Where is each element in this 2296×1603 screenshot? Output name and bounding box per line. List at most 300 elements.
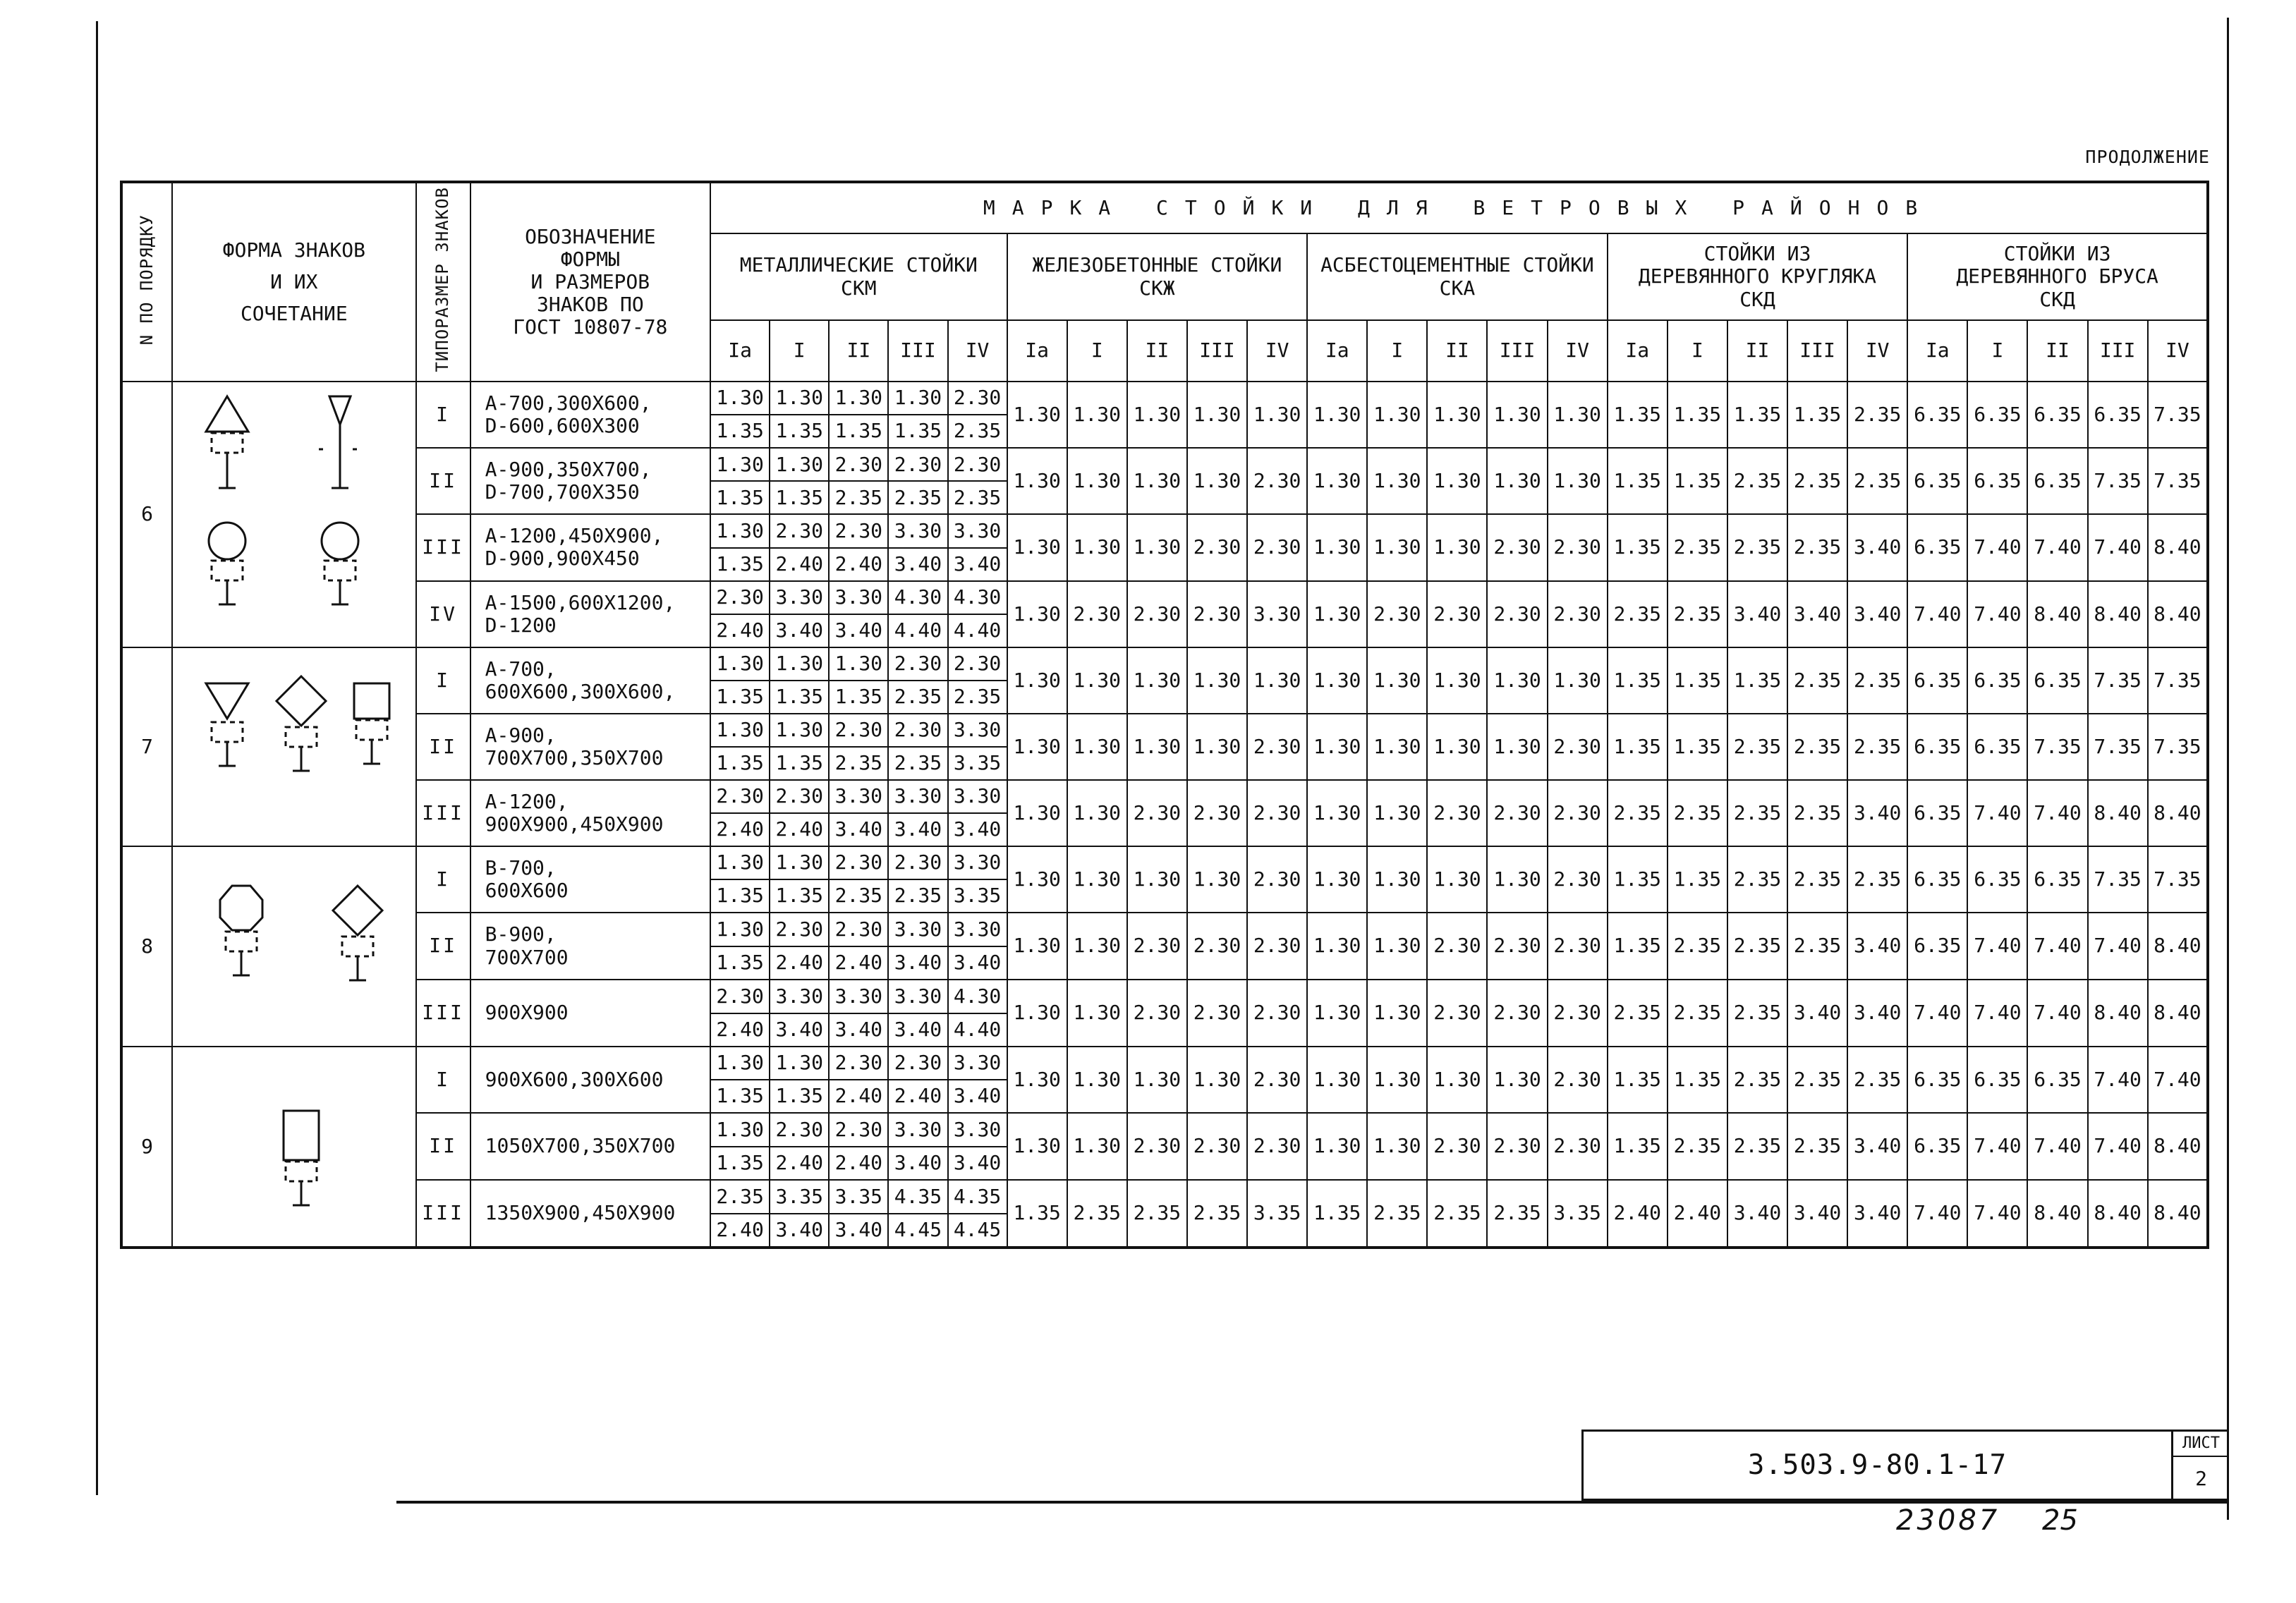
designation-header bbox=[470, 182, 710, 382]
skd1-value: 2.35 bbox=[1847, 647, 1907, 714]
skd1-value: 2.35 bbox=[1727, 780, 1787, 846]
skzh-value: 1.30 bbox=[1067, 980, 1127, 1047]
skd2-value: 6.35 bbox=[1907, 1047, 1967, 1113]
skm-value-bottom: 2.40 bbox=[770, 946, 829, 980]
skd1-value: 1.35 bbox=[1668, 647, 1727, 714]
size-header bbox=[416, 182, 470, 382]
size-type: II bbox=[416, 714, 470, 780]
skzh-value: 2.30 bbox=[1127, 1113, 1187, 1180]
group-header-line: ЖЕЛЕЗОБЕТОННЫЕ СТОЙКИ bbox=[1032, 253, 1282, 277]
size-header-text: ТИПОРАЗМЕР ЗНАКОВ bbox=[432, 187, 453, 372]
designation-cell bbox=[470, 846, 710, 913]
skm-value-bottom: 1.35 bbox=[710, 415, 770, 448]
skd1-value: 2.35 bbox=[1787, 714, 1847, 780]
skm-value-top: 1.30 bbox=[770, 714, 829, 747]
skm-value-top: 1.30 bbox=[710, 913, 770, 946]
designation-line: А-700, bbox=[485, 657, 557, 681]
sheet-label: ЛИСТ bbox=[2173, 1432, 2229, 1457]
skd1-value: 2.35 bbox=[1727, 846, 1787, 913]
ska-value: 2.30 bbox=[1548, 1047, 1608, 1113]
sheet-cell bbox=[2171, 1432, 2229, 1503]
skd1-value: 2.35 bbox=[1787, 448, 1847, 514]
skm-value-top: 2.30 bbox=[829, 1047, 888, 1080]
skm-value-bottom: 1.35 bbox=[770, 481, 829, 514]
skm-value-bottom: 3.40 bbox=[948, 1080, 1007, 1113]
skd2-value: 6.35 bbox=[1967, 382, 2027, 448]
skd2-value: 8.40 bbox=[2148, 980, 2208, 1047]
table-row bbox=[121, 514, 2208, 547]
skzh-value: 1.30 bbox=[1187, 382, 1247, 448]
region-header: II bbox=[1727, 320, 1787, 382]
table-row bbox=[121, 780, 2208, 813]
size-type: II bbox=[416, 448, 470, 514]
skd2-value: 7.35 bbox=[2027, 714, 2087, 780]
designation-cell bbox=[470, 514, 710, 580]
skm-value-bottom: 3.40 bbox=[888, 946, 947, 980]
skzh-value: 1.30 bbox=[1247, 382, 1307, 448]
skm-value-bottom: 3.40 bbox=[829, 614, 888, 647]
skd2-value: 7.35 bbox=[2148, 647, 2208, 714]
ska-value: 2.30 bbox=[1427, 1113, 1487, 1180]
skd2-value: 7.35 bbox=[2148, 448, 2208, 514]
skd2-value: 7.40 bbox=[2027, 1113, 2087, 1180]
skzh-value: 1.30 bbox=[1187, 448, 1247, 514]
skm-value-top: 1.30 bbox=[710, 647, 770, 681]
skzh-value: 1.30 bbox=[1007, 846, 1067, 913]
skd2-value: 8.40 bbox=[2148, 581, 2208, 647]
skd2-value: 8.40 bbox=[2148, 1180, 2208, 1248]
skd2-value: 7.40 bbox=[1967, 1113, 2027, 1180]
skm-value-bottom: 2.35 bbox=[829, 481, 888, 514]
skm-value-bottom: 1.35 bbox=[710, 681, 770, 714]
table-row bbox=[121, 1047, 2208, 1080]
shape-header-line: ФОРМА ЗНАКОВ bbox=[222, 238, 365, 262]
frame-right-border bbox=[2227, 18, 2229, 1520]
skm-value-top: 3.30 bbox=[770, 581, 829, 614]
skm-value-top: 2.30 bbox=[770, 780, 829, 813]
skm-value-bottom: 2.40 bbox=[710, 813, 770, 846]
sign-shapes-drawing bbox=[178, 1047, 411, 1246]
skzh-value: 1.30 bbox=[1007, 1113, 1067, 1180]
designation-header-line: И РАЗМЕРОВ bbox=[530, 269, 650, 293]
skm-value-bottom: 3.40 bbox=[888, 813, 947, 846]
skm-value-bottom: 1.35 bbox=[710, 747, 770, 780]
skm-value-bottom: 4.45 bbox=[888, 1214, 947, 1248]
designation-cell bbox=[470, 913, 710, 980]
continuation-label: ПРОДОЛЖЕНИЕ bbox=[2085, 147, 2210, 167]
ska-value: 1.30 bbox=[1307, 448, 1367, 514]
skzh-value: 2.30 bbox=[1187, 980, 1247, 1047]
skd2-value: 7.40 bbox=[2088, 913, 2148, 980]
skd2-value: 7.35 bbox=[2148, 846, 2208, 913]
region-header: III bbox=[1487, 320, 1547, 382]
skm-value-top: 1.30 bbox=[710, 514, 770, 547]
skzh-value: 1.30 bbox=[1067, 846, 1127, 913]
skd1-value: 3.40 bbox=[1787, 1180, 1847, 1248]
skd2-value: 8.40 bbox=[2148, 913, 2208, 980]
frame-left-border bbox=[96, 21, 98, 1495]
skzh-value: 2.30 bbox=[1187, 514, 1247, 580]
skm-value-top: 3.30 bbox=[948, 714, 1007, 747]
skd2-value: 6.35 bbox=[1967, 846, 2027, 913]
skzh-value: 2.35 bbox=[1067, 1180, 1127, 1248]
skd1-value: 2.40 bbox=[1608, 1180, 1668, 1248]
ska-value: 1.30 bbox=[1548, 448, 1608, 514]
skm-value-bottom: 3.40 bbox=[888, 548, 947, 581]
skm-value-top: 2.30 bbox=[888, 647, 947, 681]
size-type: I bbox=[416, 1047, 470, 1113]
skd1-value: 3.40 bbox=[1847, 514, 1907, 580]
skm-value-top: 1.30 bbox=[710, 382, 770, 415]
ska-value: 1.30 bbox=[1367, 980, 1427, 1047]
ska-value: 1.30 bbox=[1307, 647, 1367, 714]
ska-value: 1.30 bbox=[1367, 846, 1427, 913]
skd1-value: 1.35 bbox=[1668, 846, 1727, 913]
skd1-value: 2.35 bbox=[1727, 514, 1787, 580]
shape-header-line: И ИХ bbox=[270, 269, 318, 293]
skm-value-top: 1.30 bbox=[829, 647, 888, 681]
ska-value: 1.30 bbox=[1427, 1047, 1487, 1113]
skd2-value: 7.35 bbox=[2148, 714, 2208, 780]
skm-value-top: 2.30 bbox=[829, 448, 888, 481]
region-header: II bbox=[1427, 320, 1487, 382]
ska-value: 1.30 bbox=[1307, 913, 1367, 980]
skd1-value: 2.35 bbox=[1727, 1047, 1787, 1113]
skm-value-top: 1.30 bbox=[770, 1047, 829, 1080]
skd1-value: 1.35 bbox=[1727, 647, 1787, 714]
skzh-value: 1.30 bbox=[1067, 448, 1127, 514]
skzh-value: 2.30 bbox=[1247, 846, 1307, 913]
group-header-line: СКМ bbox=[841, 276, 877, 300]
ska-value: 2.30 bbox=[1548, 913, 1608, 980]
ska-value: 1.30 bbox=[1487, 714, 1547, 780]
region-header: III bbox=[888, 320, 947, 382]
skd1-value: 1.35 bbox=[1608, 448, 1668, 514]
skm-value-bottom: 1.35 bbox=[888, 415, 947, 448]
skd2-value: 6.35 bbox=[1907, 448, 1967, 514]
table-row bbox=[121, 980, 2208, 1013]
table-row bbox=[121, 448, 2208, 481]
designation-header-line: ОБОЗНАЧЕНИЕ bbox=[525, 224, 656, 248]
region-header: II bbox=[2027, 320, 2087, 382]
skm-value-bottom: 1.35 bbox=[770, 1080, 829, 1113]
skzh-value: 2.35 bbox=[1187, 1180, 1247, 1248]
designation-header-line: ГОСТ 10807-78 bbox=[513, 315, 668, 339]
ska-value: 1.30 bbox=[1548, 647, 1608, 714]
designation-cell bbox=[470, 980, 710, 1047]
designation-cell bbox=[470, 448, 710, 514]
skm-value-bottom: 1.35 bbox=[770, 879, 829, 913]
skm-value-top: 1.30 bbox=[710, 1113, 770, 1147]
skd1-value: 2.35 bbox=[1847, 448, 1907, 514]
ska-value: 2.30 bbox=[1548, 780, 1608, 846]
sign-shapes-drawing bbox=[178, 382, 411, 647]
ska-value: 2.30 bbox=[1487, 514, 1547, 580]
skd1-value: 2.35 bbox=[1847, 382, 1907, 448]
region-header: II bbox=[829, 320, 888, 382]
skm-value-top: 3.30 bbox=[888, 913, 947, 946]
size-type: II bbox=[416, 1113, 470, 1180]
group-header-line: СКД bbox=[1739, 287, 1775, 311]
skm-value-top: 4.30 bbox=[948, 980, 1007, 1013]
skm-value-top: 4.30 bbox=[948, 581, 1007, 614]
skm-value-top: 3.30 bbox=[948, 1113, 1007, 1147]
skm-value-bottom: 3.40 bbox=[888, 1147, 947, 1180]
skd2-value: 7.40 bbox=[1967, 514, 2027, 580]
skd1-value: 1.35 bbox=[1668, 382, 1727, 448]
ska-value: 2.30 bbox=[1548, 846, 1608, 913]
group-header-4 bbox=[1907, 233, 2208, 320]
skd1-value: 2.35 bbox=[1668, 913, 1727, 980]
skm-value-bottom: 3.40 bbox=[948, 946, 1007, 980]
skm-value-top: 3.30 bbox=[948, 846, 1007, 879]
ska-value: 1.30 bbox=[1487, 846, 1547, 913]
mark-header: МАРКА СТОЙКИ ДЛЯ ВЕТРОВЫХ РАЙОНОВ bbox=[710, 182, 2208, 233]
skm-value-bottom: 2.40 bbox=[710, 1013, 770, 1047]
group-header-line: ДЕРЕВЯННОГО КРУГЛЯКА bbox=[1638, 264, 1877, 288]
skm-value-bottom: 2.35 bbox=[948, 481, 1007, 514]
size-type: III bbox=[416, 514, 470, 580]
region-header: IV bbox=[1247, 320, 1307, 382]
skm-value-top: 2.30 bbox=[770, 514, 829, 547]
ska-value: 1.30 bbox=[1487, 382, 1547, 448]
skm-value-bottom: 2.35 bbox=[888, 747, 947, 780]
sign-shapes-cell bbox=[172, 1047, 415, 1248]
skzh-value: 2.30 bbox=[1247, 980, 1307, 1047]
designation-cell bbox=[470, 1047, 710, 1113]
skzh-value: 1.30 bbox=[1127, 714, 1187, 780]
ska-value: 1.30 bbox=[1427, 714, 1487, 780]
skm-value-top: 2.30 bbox=[948, 448, 1007, 481]
skd1-value: 3.40 bbox=[1847, 581, 1907, 647]
sign-shapes-cell bbox=[172, 382, 415, 647]
region-header: II bbox=[1127, 320, 1187, 382]
skd2-value: 8.40 bbox=[2088, 980, 2148, 1047]
designation-line: 700Х700,350Х700 bbox=[485, 746, 664, 769]
skd2-value: 7.40 bbox=[1967, 1180, 2027, 1248]
skd2-value: 7.40 bbox=[1967, 780, 2027, 846]
skzh-value: 1.30 bbox=[1007, 913, 1067, 980]
designation-line: 600Х600,300Х600, bbox=[485, 680, 676, 703]
skzh-value: 1.30 bbox=[1067, 647, 1127, 714]
designation-header-line: ЗНАКОВ ПО bbox=[536, 293, 644, 317]
skm-value-top: 3.35 bbox=[829, 1180, 888, 1214]
skm-value-top: 2.30 bbox=[948, 382, 1007, 415]
skzh-value: 1.30 bbox=[1067, 1113, 1127, 1180]
skd2-value: 8.40 bbox=[2027, 581, 2087, 647]
skm-value-bottom: 2.40 bbox=[770, 1147, 829, 1180]
skd1-value: 3.40 bbox=[1847, 980, 1907, 1047]
skd1-value: 2.35 bbox=[1787, 1047, 1847, 1113]
region-header: Iа bbox=[1007, 320, 1067, 382]
designation-line: А-900, bbox=[485, 723, 557, 747]
skd1-value: 1.35 bbox=[1608, 647, 1668, 714]
designation-line: В-900, bbox=[485, 922, 557, 946]
skd1-value: 2.35 bbox=[1668, 581, 1727, 647]
skm-value-top: 1.30 bbox=[710, 846, 770, 879]
skd2-value: 6.35 bbox=[1907, 846, 1967, 913]
ska-value: 1.30 bbox=[1548, 382, 1608, 448]
skzh-value: 1.35 bbox=[1007, 1180, 1067, 1248]
skd1-value: 2.35 bbox=[1847, 1047, 1907, 1113]
ska-value: 2.35 bbox=[1427, 1180, 1487, 1248]
designation-line: 900Х600,300Х600 bbox=[485, 1067, 664, 1091]
skm-value-top: 3.30 bbox=[829, 780, 888, 813]
skd2-value: 8.40 bbox=[2088, 780, 2148, 846]
skd1-value: 1.35 bbox=[1608, 514, 1668, 580]
skm-value-bottom: 2.40 bbox=[770, 548, 829, 581]
skzh-value: 1.30 bbox=[1067, 382, 1127, 448]
ska-value: 1.30 bbox=[1367, 913, 1427, 980]
skm-value-top: 2.30 bbox=[948, 647, 1007, 681]
skm-value-top: 4.35 bbox=[888, 1180, 947, 1214]
group-header-line: СКА bbox=[1439, 276, 1476, 300]
ska-value: 2.30 bbox=[1548, 514, 1608, 580]
skm-value-bottom: 4.40 bbox=[948, 614, 1007, 647]
skzh-value: 2.30 bbox=[1187, 780, 1247, 846]
group-header-line: СТОЙКИ ИЗ bbox=[2003, 242, 2111, 266]
ska-value: 2.35 bbox=[1367, 1180, 1427, 1248]
skzh-value: 1.30 bbox=[1007, 514, 1067, 580]
skm-value-top: 1.30 bbox=[888, 382, 947, 415]
row-order-number: 6 bbox=[121, 382, 172, 647]
skm-value-bottom: 3.40 bbox=[829, 1214, 888, 1248]
skm-value-bottom: 1.35 bbox=[770, 747, 829, 780]
skd1-value: 2.35 bbox=[1727, 980, 1787, 1047]
skd2-value: 6.35 bbox=[1967, 1047, 2027, 1113]
skzh-value: 2.30 bbox=[1187, 1113, 1247, 1180]
skzh-value: 2.30 bbox=[1127, 913, 1187, 980]
sign-shapes-drawing bbox=[178, 847, 411, 1046]
skm-value-top: 3.30 bbox=[888, 514, 947, 547]
ska-value: 3.35 bbox=[1548, 1180, 1608, 1248]
row-order-number: 9 bbox=[121, 1047, 172, 1248]
skm-value-top: 3.30 bbox=[948, 1047, 1007, 1080]
region-header: I bbox=[1668, 320, 1727, 382]
skm-value-top: 2.30 bbox=[888, 448, 947, 481]
skzh-value: 1.30 bbox=[1067, 1047, 1127, 1113]
skd2-value: 6.35 bbox=[1907, 514, 1967, 580]
skd1-value: 3.40 bbox=[1787, 581, 1847, 647]
skd1-value: 2.35 bbox=[1727, 448, 1787, 514]
ska-value: 2.30 bbox=[1427, 980, 1487, 1047]
skm-value-top: 2.30 bbox=[829, 1113, 888, 1147]
skd2-value: 6.35 bbox=[1907, 780, 1967, 846]
skd2-value: 6.35 bbox=[1907, 913, 1967, 980]
group-header-2 bbox=[1307, 233, 1608, 320]
size-type: IV bbox=[416, 581, 470, 647]
skm-value-bottom: 3.40 bbox=[770, 1214, 829, 1248]
skm-value-top: 3.30 bbox=[948, 780, 1007, 813]
skm-value-top: 1.30 bbox=[770, 647, 829, 681]
skm-value-bottom: 2.35 bbox=[948, 681, 1007, 714]
skm-value-bottom: 4.40 bbox=[948, 1013, 1007, 1047]
sign-shapes-drawing bbox=[178, 648, 411, 846]
inventory-suffix: 25 bbox=[2042, 1504, 2078, 1537]
skzh-value: 2.30 bbox=[1247, 780, 1307, 846]
region-header: IV bbox=[2148, 320, 2208, 382]
skm-value-bottom: 1.35 bbox=[829, 415, 888, 448]
order-number-header bbox=[121, 182, 172, 382]
skd1-value: 1.35 bbox=[1787, 382, 1847, 448]
skd2-value: 6.35 bbox=[2027, 1047, 2087, 1113]
group-header-line: СКЖ bbox=[1139, 276, 1175, 300]
skzh-value: 1.30 bbox=[1007, 647, 1067, 714]
skd2-value: 7.40 bbox=[2088, 1047, 2148, 1113]
size-type: I bbox=[416, 846, 470, 913]
skd2-value: 6.35 bbox=[2027, 448, 2087, 514]
skd2-value: 7.40 bbox=[2148, 1047, 2208, 1113]
designation-line: В-700, bbox=[485, 855, 557, 879]
skzh-value: 1.30 bbox=[1007, 448, 1067, 514]
skd1-value: 2.35 bbox=[1668, 780, 1727, 846]
skd1-value: 1.35 bbox=[1668, 1047, 1727, 1113]
ska-value: 1.30 bbox=[1307, 1047, 1367, 1113]
frame-bottom-line bbox=[396, 1501, 2229, 1504]
inventory-number: 23087 bbox=[1896, 1504, 2000, 1537]
title-block bbox=[1581, 1430, 2229, 1501]
skd2-value: 7.35 bbox=[2088, 846, 2148, 913]
skm-value-bottom: 3.40 bbox=[888, 1013, 947, 1047]
ska-value: 1.30 bbox=[1487, 1047, 1547, 1113]
skm-value-bottom: 4.45 bbox=[948, 1214, 1007, 1248]
ska-value: 2.30 bbox=[1427, 581, 1487, 647]
sign-shapes-cell bbox=[172, 647, 415, 846]
skd1-value: 1.35 bbox=[1608, 846, 1668, 913]
skzh-value: 1.30 bbox=[1007, 382, 1067, 448]
skd2-value: 8.40 bbox=[2148, 780, 2208, 846]
table-row bbox=[121, 913, 2208, 946]
region-header: Iа bbox=[1307, 320, 1367, 382]
designation-cell bbox=[470, 581, 710, 647]
skd1-value: 2.35 bbox=[1668, 1113, 1727, 1180]
skm-value-top: 1.30 bbox=[829, 382, 888, 415]
skm-value-bottom: 3.40 bbox=[829, 1013, 888, 1047]
skzh-value: 3.35 bbox=[1247, 1180, 1307, 1248]
skm-value-bottom: 3.40 bbox=[948, 1147, 1007, 1180]
designation-line: А-1200, bbox=[485, 789, 569, 813]
skd2-value: 7.40 bbox=[2088, 514, 2148, 580]
skd1-value: 2.35 bbox=[1787, 514, 1847, 580]
skd1-value: 1.35 bbox=[1608, 714, 1668, 780]
skm-value-bottom: 1.35 bbox=[770, 415, 829, 448]
skm-value-top: 3.30 bbox=[770, 980, 829, 1013]
skm-value-bottom: 2.35 bbox=[829, 879, 888, 913]
skm-value-top: 3.30 bbox=[948, 913, 1007, 946]
skm-value-top: 2.30 bbox=[888, 1047, 947, 1080]
skm-value-top: 3.35 bbox=[770, 1180, 829, 1214]
ska-value: 1.30 bbox=[1307, 980, 1367, 1047]
designation-line: А-1200,450Х900, bbox=[485, 524, 664, 548]
skm-value-bottom: 1.35 bbox=[770, 681, 829, 714]
skd2-value: 7.40 bbox=[2027, 514, 2087, 580]
skm-value-bottom: 1.35 bbox=[710, 1080, 770, 1113]
skd1-value: 3.40 bbox=[1787, 980, 1847, 1047]
skd1-value: 1.35 bbox=[1608, 382, 1668, 448]
skzh-value: 1.30 bbox=[1067, 714, 1127, 780]
skm-value-top: 2.30 bbox=[710, 980, 770, 1013]
designation-cell bbox=[470, 714, 710, 780]
skm-value-top: 3.30 bbox=[888, 980, 947, 1013]
skd2-value: 6.35 bbox=[1967, 714, 2027, 780]
table-row bbox=[121, 647, 2208, 681]
skm-value-top: 1.30 bbox=[770, 448, 829, 481]
skd2-value: 7.35 bbox=[2088, 714, 2148, 780]
skzh-value: 1.30 bbox=[1007, 1047, 1067, 1113]
ska-value: 1.30 bbox=[1307, 846, 1367, 913]
skzh-value: 1.30 bbox=[1067, 913, 1127, 980]
designation-line: 1350Х900,450Х900 bbox=[485, 1201, 676, 1225]
